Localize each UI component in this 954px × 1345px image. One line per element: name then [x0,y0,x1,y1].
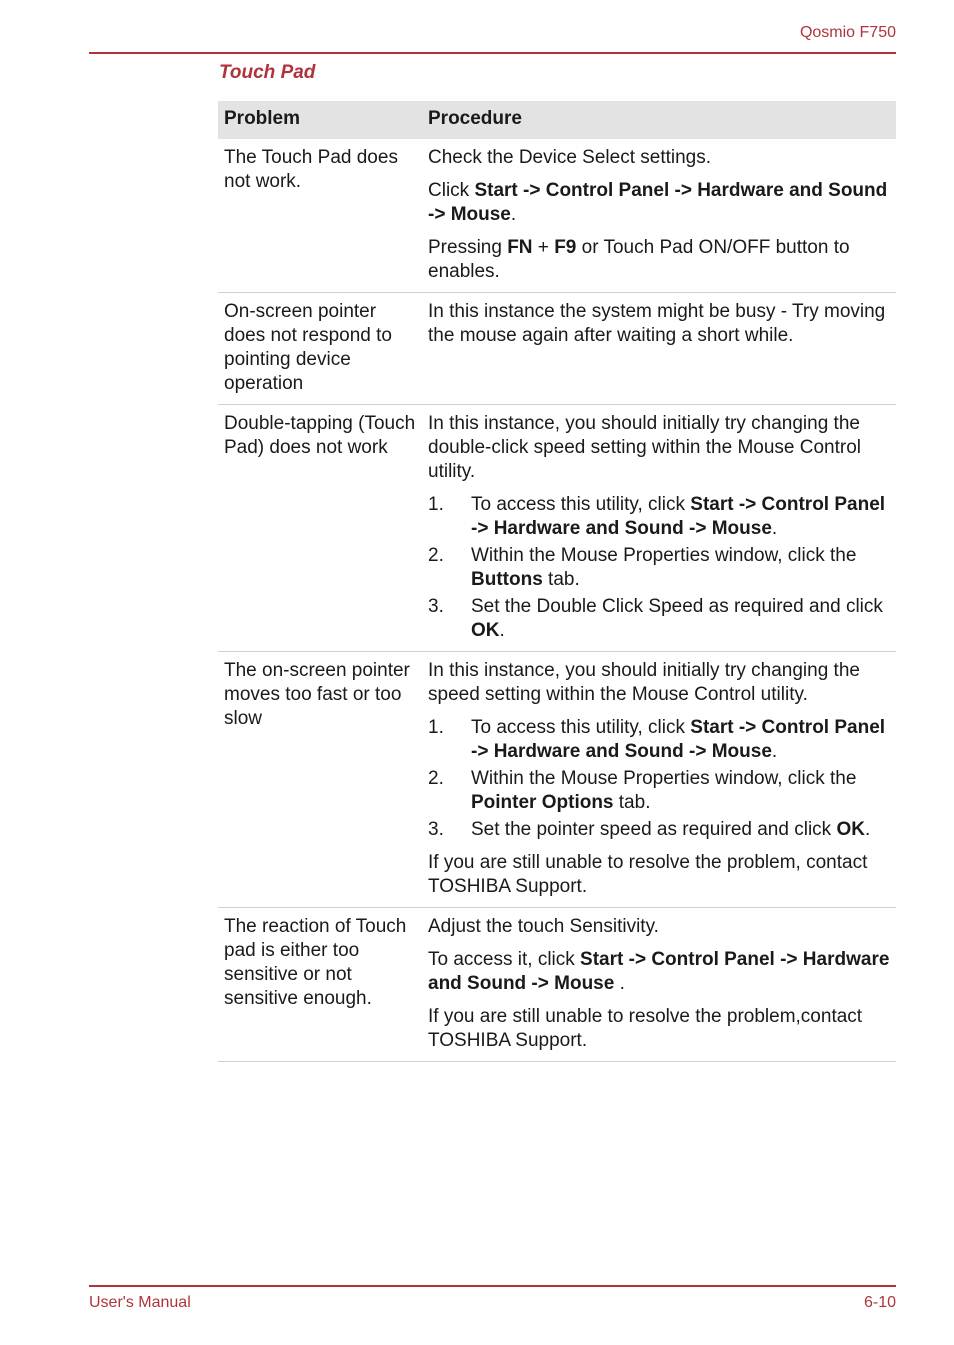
text-run: . [771,518,778,539]
bold-text: FN [507,237,533,258]
procedure-steps [428,716,890,842]
procedure-step [428,544,890,592]
text-run: . [510,204,517,225]
step-text [471,818,890,842]
step-text [471,595,890,643]
bold-text: Start -> Control Panel -> Hardware and Sound -> Mouse [428,180,888,225]
problem-cell: The on-screen pointer moves too fast or too slow [218,652,422,908]
text-run: Check the Device Select settings. [428,147,712,168]
section-title: Touch Pad [219,62,316,83]
table-row [218,908,896,1062]
text-run: Set the Double Click Speed as required and click [471,596,883,617]
text-run: Within the Mouse Properties window, click the [471,545,857,566]
procedure-paragraph [428,146,890,170]
table-header-row [218,101,896,139]
procedure-paragraph [428,300,890,348]
step-text [471,493,890,541]
bold-text: Start -> Control Panel -> Hardware and Sound -> Mouse [428,949,890,994]
text-run: To access this utility, click [471,717,691,738]
procedure-cell [422,908,896,1062]
step-number: 1. [428,717,444,738]
procedure-step [428,493,890,541]
problem-cell: The reaction of Touch pad is either too sensitive or not sensitive enough. [218,908,422,1062]
problem-cell: On-screen pointer does not respond to pointing device operation [218,293,422,405]
document-title: Qosmio F750 [799,24,896,41]
bold-text: Start -> Control Panel -> Hardware and Sound -> Mouse [471,494,886,539]
troubleshooting-table [218,101,896,1062]
procedure-paragraph [428,659,890,707]
text-run: In this instance, you should initially try changing the double-click speed setting within the Mouse Control utility. [428,413,862,482]
table-row [218,405,896,652]
table-row [218,293,896,405]
bold-text: Pointer Options [471,792,614,813]
text-run: . [499,620,505,641]
text-run: . [864,819,871,840]
procedure-paragraph [428,851,890,899]
page-number: 6-10 [863,1294,896,1311]
problem-cell: Double-tapping (Touch Pad) does not work [218,405,422,652]
table-row [218,139,896,293]
text-run: Click [428,180,475,201]
text-run: To access it, click [428,949,581,970]
text-run: . [614,973,625,994]
table-body [218,139,896,1062]
bold-text: OK [471,620,500,641]
procedure-paragraph [428,179,890,227]
text-run: Pressing [428,237,508,258]
procedure-cell [422,293,896,405]
step-number: 2. [428,768,444,789]
procedure-paragraph [428,915,890,939]
text-run: . [771,741,778,762]
step-number: 3. [428,596,444,617]
bold-text: Buttons [471,569,543,590]
footer-divider [89,1285,896,1287]
text-run: + [532,237,555,258]
text-run: If you are still unable to resolve the problem,contact TOSHIBA Support. [428,1006,863,1051]
bold-text: Start -> Control Panel -> Hardware and Sound -> Mouse [471,717,886,762]
problem-cell: The Touch Pad does not work. [218,139,422,293]
text-run: tab. [542,569,580,590]
problem-column-header: Problem [218,101,422,139]
header-divider [89,52,896,54]
procedure-paragraph [428,948,890,996]
text-run: In this instance, you should initially try changing the speed setting within the Mouse Control utility. [428,660,860,705]
step-number: 2. [428,545,444,566]
procedure-step [428,767,890,815]
bold-text: OK [836,819,865,840]
text-run: Set the pointer speed as required and click [471,819,837,840]
bold-text: F9 [554,237,577,258]
procedure-cell [422,405,896,652]
step-number: 1. [428,494,444,515]
procedure-cell [422,652,896,908]
procedure-step [428,818,890,842]
text-run: or Touch Pad ON/OFF button to enables. [428,237,850,282]
procedure-cell [422,139,896,293]
procedure-paragraph [428,412,890,484]
procedure-paragraph [428,236,890,284]
procedure-steps [428,493,890,643]
footer-manual-name: User's Manual [89,1294,191,1311]
text-run: Within the Mouse Properties window, click the [471,768,857,789]
procedure-column-header: Procedure [422,101,896,139]
procedure-step [428,595,890,643]
procedure-paragraph [428,1005,890,1053]
step-text [471,544,890,592]
table-row [218,652,896,908]
step-text [471,767,890,815]
text-run: Adjust the touch Sensitivity. [428,916,659,937]
step-number: 3. [428,819,444,840]
text-run: tab. [613,792,651,813]
step-text [471,716,890,764]
text-run: To access this utility, click [471,494,691,515]
procedure-step [428,716,890,764]
text-run: In this instance the system might be busy - Try moving the mouse again after waiting a short while. [428,301,886,346]
text-run: If you are still unable to resolve the problem, contact TOSHIBA Support. [428,852,868,897]
